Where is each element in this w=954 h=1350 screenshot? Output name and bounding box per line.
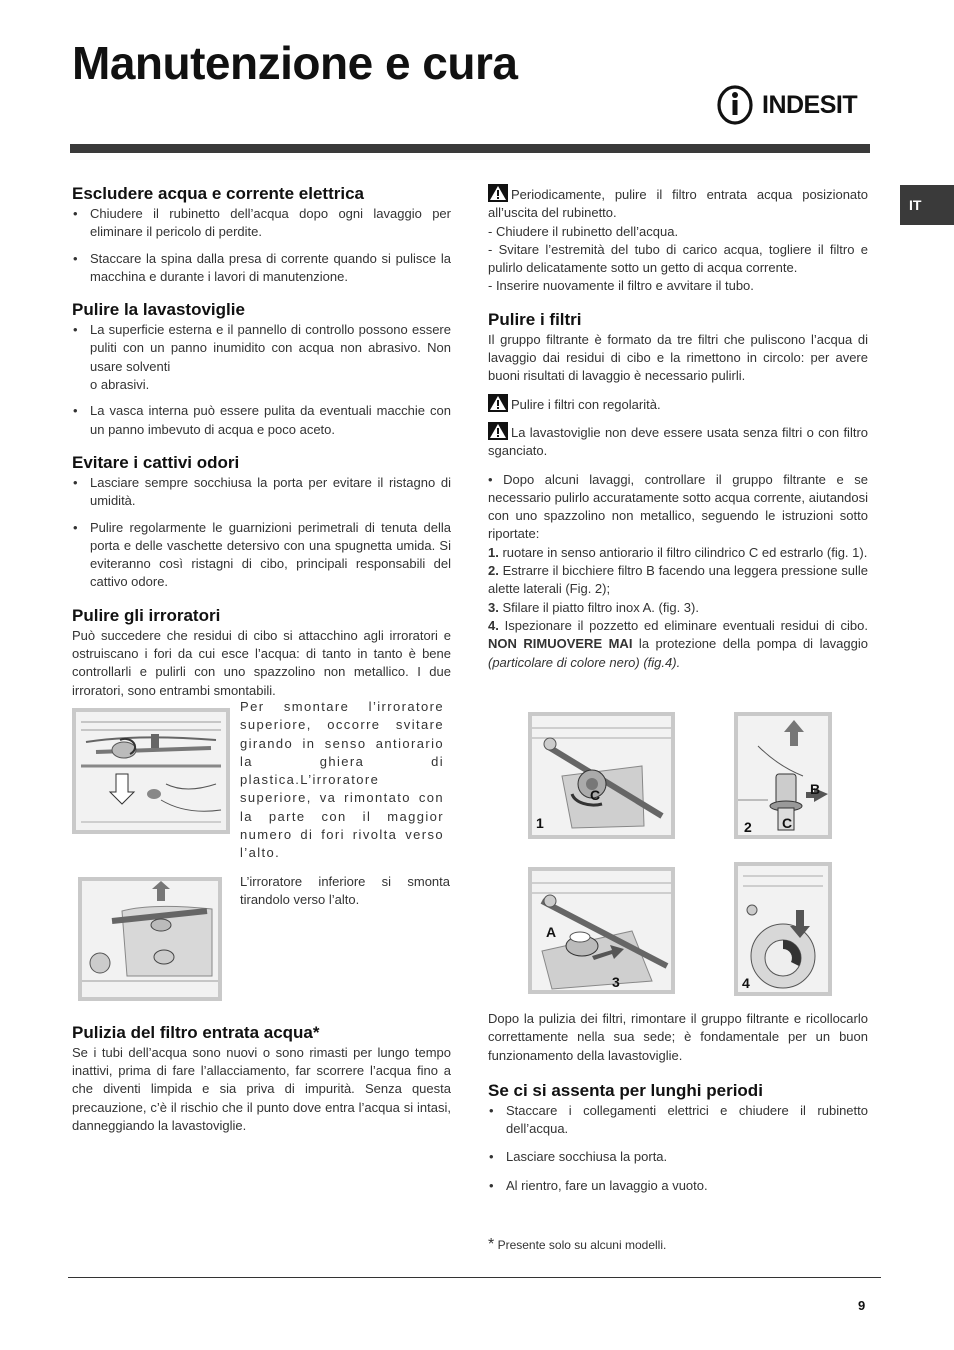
figure-letter: C [590,787,601,803]
warning-icon [488,422,508,440]
brand-name: INDESIT [762,90,858,119]
footer-divider [68,1277,881,1278]
step-line: - Chiudere il rubinetto dell’acqua. [488,223,679,239]
section-heading: Pulire gli irroratori [72,605,221,625]
section-water-power [72,184,451,286]
step-line [488,544,868,562]
list-item: • Al rientro, fare un lavaggio a vuoto. [488,1177,868,1195]
left-column [72,184,451,1149]
list-item: • Lasciare sempre socchiusa la porta per evitare il ristagno di umidità. [72,474,451,511]
warning-text: La lavastoviglie non deve essere usata senza filtri o con filtro sganciato. [488,424,868,459]
figure-number: 4 [742,975,750,991]
paragraph: Il gruppo filtrante è formato da tre filtri che puliscono l’acqua di lavaggio dai residui di cibo e la rimettono in circolo: per avere buoni risultati di lavaggio è necessario pulirli. [488,331,868,384]
section-heading: Escludere acqua e corrente elettrica [72,184,364,203]
right-column-lower [488,1010,868,1209]
figure-1-filter-c [528,712,675,839]
section-heading: Evitare i cattivi odori [72,452,240,472]
page-title: Manutenzione e cura [72,37,518,89]
language-tab: IT [900,185,954,225]
paragraph: Se i tubi dell’acqua sono nuovi o sono rimasti per lungo tempo inattivi, prima di fare l’allacciamento, far scorrere l’acqua fino a che diventi limpida e sia priva di impurità. Senza questa precauzione, c’è il rischio che il punto dove entra l’acqua si intasi, danneggiando la lavastoviglie. [72,1044,451,1133]
figure-4-pump-guard [734,862,832,996]
step-text: Sfilare il piatto filtro inox A. (fig. 3). [498,599,699,615]
inlet-filter-steps [488,184,868,296]
section-inlet-filter [72,1023,451,1135]
warning-text: Pulire i filtri con regolarità. [511,396,661,412]
list-item: • Staccare i collegamenti elettrici e chiudere il rubinetto dell’acqua. [488,1102,868,1139]
section-long-absence [488,1081,868,1195]
figure-number: 3 [612,974,620,990]
section-spray-arms [72,606,451,1001]
list-item-text-tail: o abrasivi. [90,377,150,393]
step-note: (particolare di colore nero) (fig.4). [488,654,681,670]
step-number: 3. [488,599,499,615]
section-odors [72,453,451,592]
step-line: - Inserire nuovamente il filtro e avvitare il tubo. [488,278,754,294]
paragraph: Può succedere che residui di cibo si attacchino agli irroratori e ostruiscano i fori da cui esce l’acqua: di tanto in tanto è bene controllarli e pulirli con uno spazzolino non metallico. I due irroratori, sono entrambi smontabili. [72,627,451,698]
list-item-text: La superficie esterna e il pannello di controllo possono essere puliti con un panno inumidito con acqua non abrasivo. Non usare solventi [90,322,451,374]
upper-spray-arm-illustration [72,708,230,834]
figure-letter: B [810,781,821,797]
step-line: - Svitare l’estremità del tubo di carico acqua, togliere il filtro e pulirlo delicatamente sotto un getto di acqua corrente. [488,241,868,276]
figure-lower-spray-arm [72,873,451,1001]
page-number: 9 [858,1298,866,1313]
paragraph: • Dopo alcuni lavaggi, controllare il gruppo filtrante e se necessario pulirlo accuratamente sotto acqua corrente, aiutandosi con uno spazzolino non metallico, seguendo le istruzioni sotto riportate: [488,471,868,542]
warning-icon [488,184,508,202]
list-item: • Lasciare socchiusa la porta. [488,1148,868,1166]
section-heading: Se ci si assenta per lunghi periodi [488,1080,763,1100]
warning-paragraph [488,422,868,461]
step-text: Ispezionare il pozzetto ed eliminare eventuali residui di cibo. [498,617,868,633]
warning-text: Periodicamente, pulire il filtro entrata acqua posizionato all’uscita del rubinetto. [488,187,868,221]
figure-3-filter-a [528,867,675,994]
step-line [488,562,868,599]
section-heading: Pulizia del filtro entrata acqua* [72,1022,320,1042]
section-heading: Pulire i filtri [488,309,582,329]
footnote-text: Presente solo su alcuni modelli. [494,1238,667,1252]
section-clean-filters [488,310,868,672]
list-item: • Pulire regolarmente le guarnizioni perimetrali di tenuta della porta e delle vaschette detersivo con una spugnetta umida. Si eviteranno così ristagni di cibo, principali responsabili del cattivo odore. [72,519,451,592]
list-item: • Staccare la spina dalla presa di corrente quando si pulisce la macchina e durante i lavori di manutenzione. [72,250,451,287]
list-item: • La vasca interna può essere pulita da eventuali macchie con un panno imbevuto di acqua e poco aceto. [72,402,451,439]
figure-letter: A [546,924,557,940]
brand-logo [716,84,866,126]
step-text: la protezione della pompa di lavaggio [632,636,868,652]
step-text: ruotare in senso antiorario il filtro cilindrico C ed estrarlo (fig. 1). [498,544,868,560]
header-divider [70,144,870,153]
figure-caption: L’irroratore inferiore si smonta tirandolo verso l’alto. [240,873,450,907]
step-number: 4. [488,617,499,633]
step-warning: NON RIMUOVERE MAI [488,636,633,652]
figure-upper-spray-arm [72,698,451,863]
figure-letter: C [782,815,793,831]
warning-paragraph [488,394,868,414]
figure-2-filter-b [734,712,832,839]
warning-icon [488,394,508,412]
step-line [488,599,868,617]
step-text: Estrarre il bicchiere filtro B facendo una leggera pressione sulle alette laterali (Fig. 2); [488,563,868,597]
figure-number: 1 [536,815,544,831]
section-heading: Pulire la lavastoviglie [72,300,245,320]
section-clean-dishwasher [72,300,451,439]
indesit-logo-icon [716,84,756,126]
list-item [72,321,451,394]
figure-caption: Per smontare l’irroratore superiore, occorre svitare girando in senso antiorario la ghiera di plastica.L’irroratore superiore, va rimontato con la parte con il maggior numero di fori rivolta verso l’alto. [240,698,444,861]
footnote [488,1236,666,1254]
footnote-asterisk: * [488,1236,495,1253]
step-number: 2. [488,563,499,579]
figure-number: 2 [744,819,752,835]
paragraph: Dopo la pulizia dei filtri, rimontare il gruppo filtrante e ricollocarlo correttamente nella sua sede; è fondamentale per un buon funzionamento della lavastoviglie. [488,1011,868,1063]
step-line [488,617,868,672]
lower-spray-arm-illustration [78,877,222,1001]
step-number: 1. [488,544,499,560]
list-item: • Chiudere il rubinetto dell’acqua dopo ogni lavaggio per eliminare il pericolo di perdite. [72,205,451,242]
warning-paragraph [488,184,868,223]
right-column [488,184,868,686]
